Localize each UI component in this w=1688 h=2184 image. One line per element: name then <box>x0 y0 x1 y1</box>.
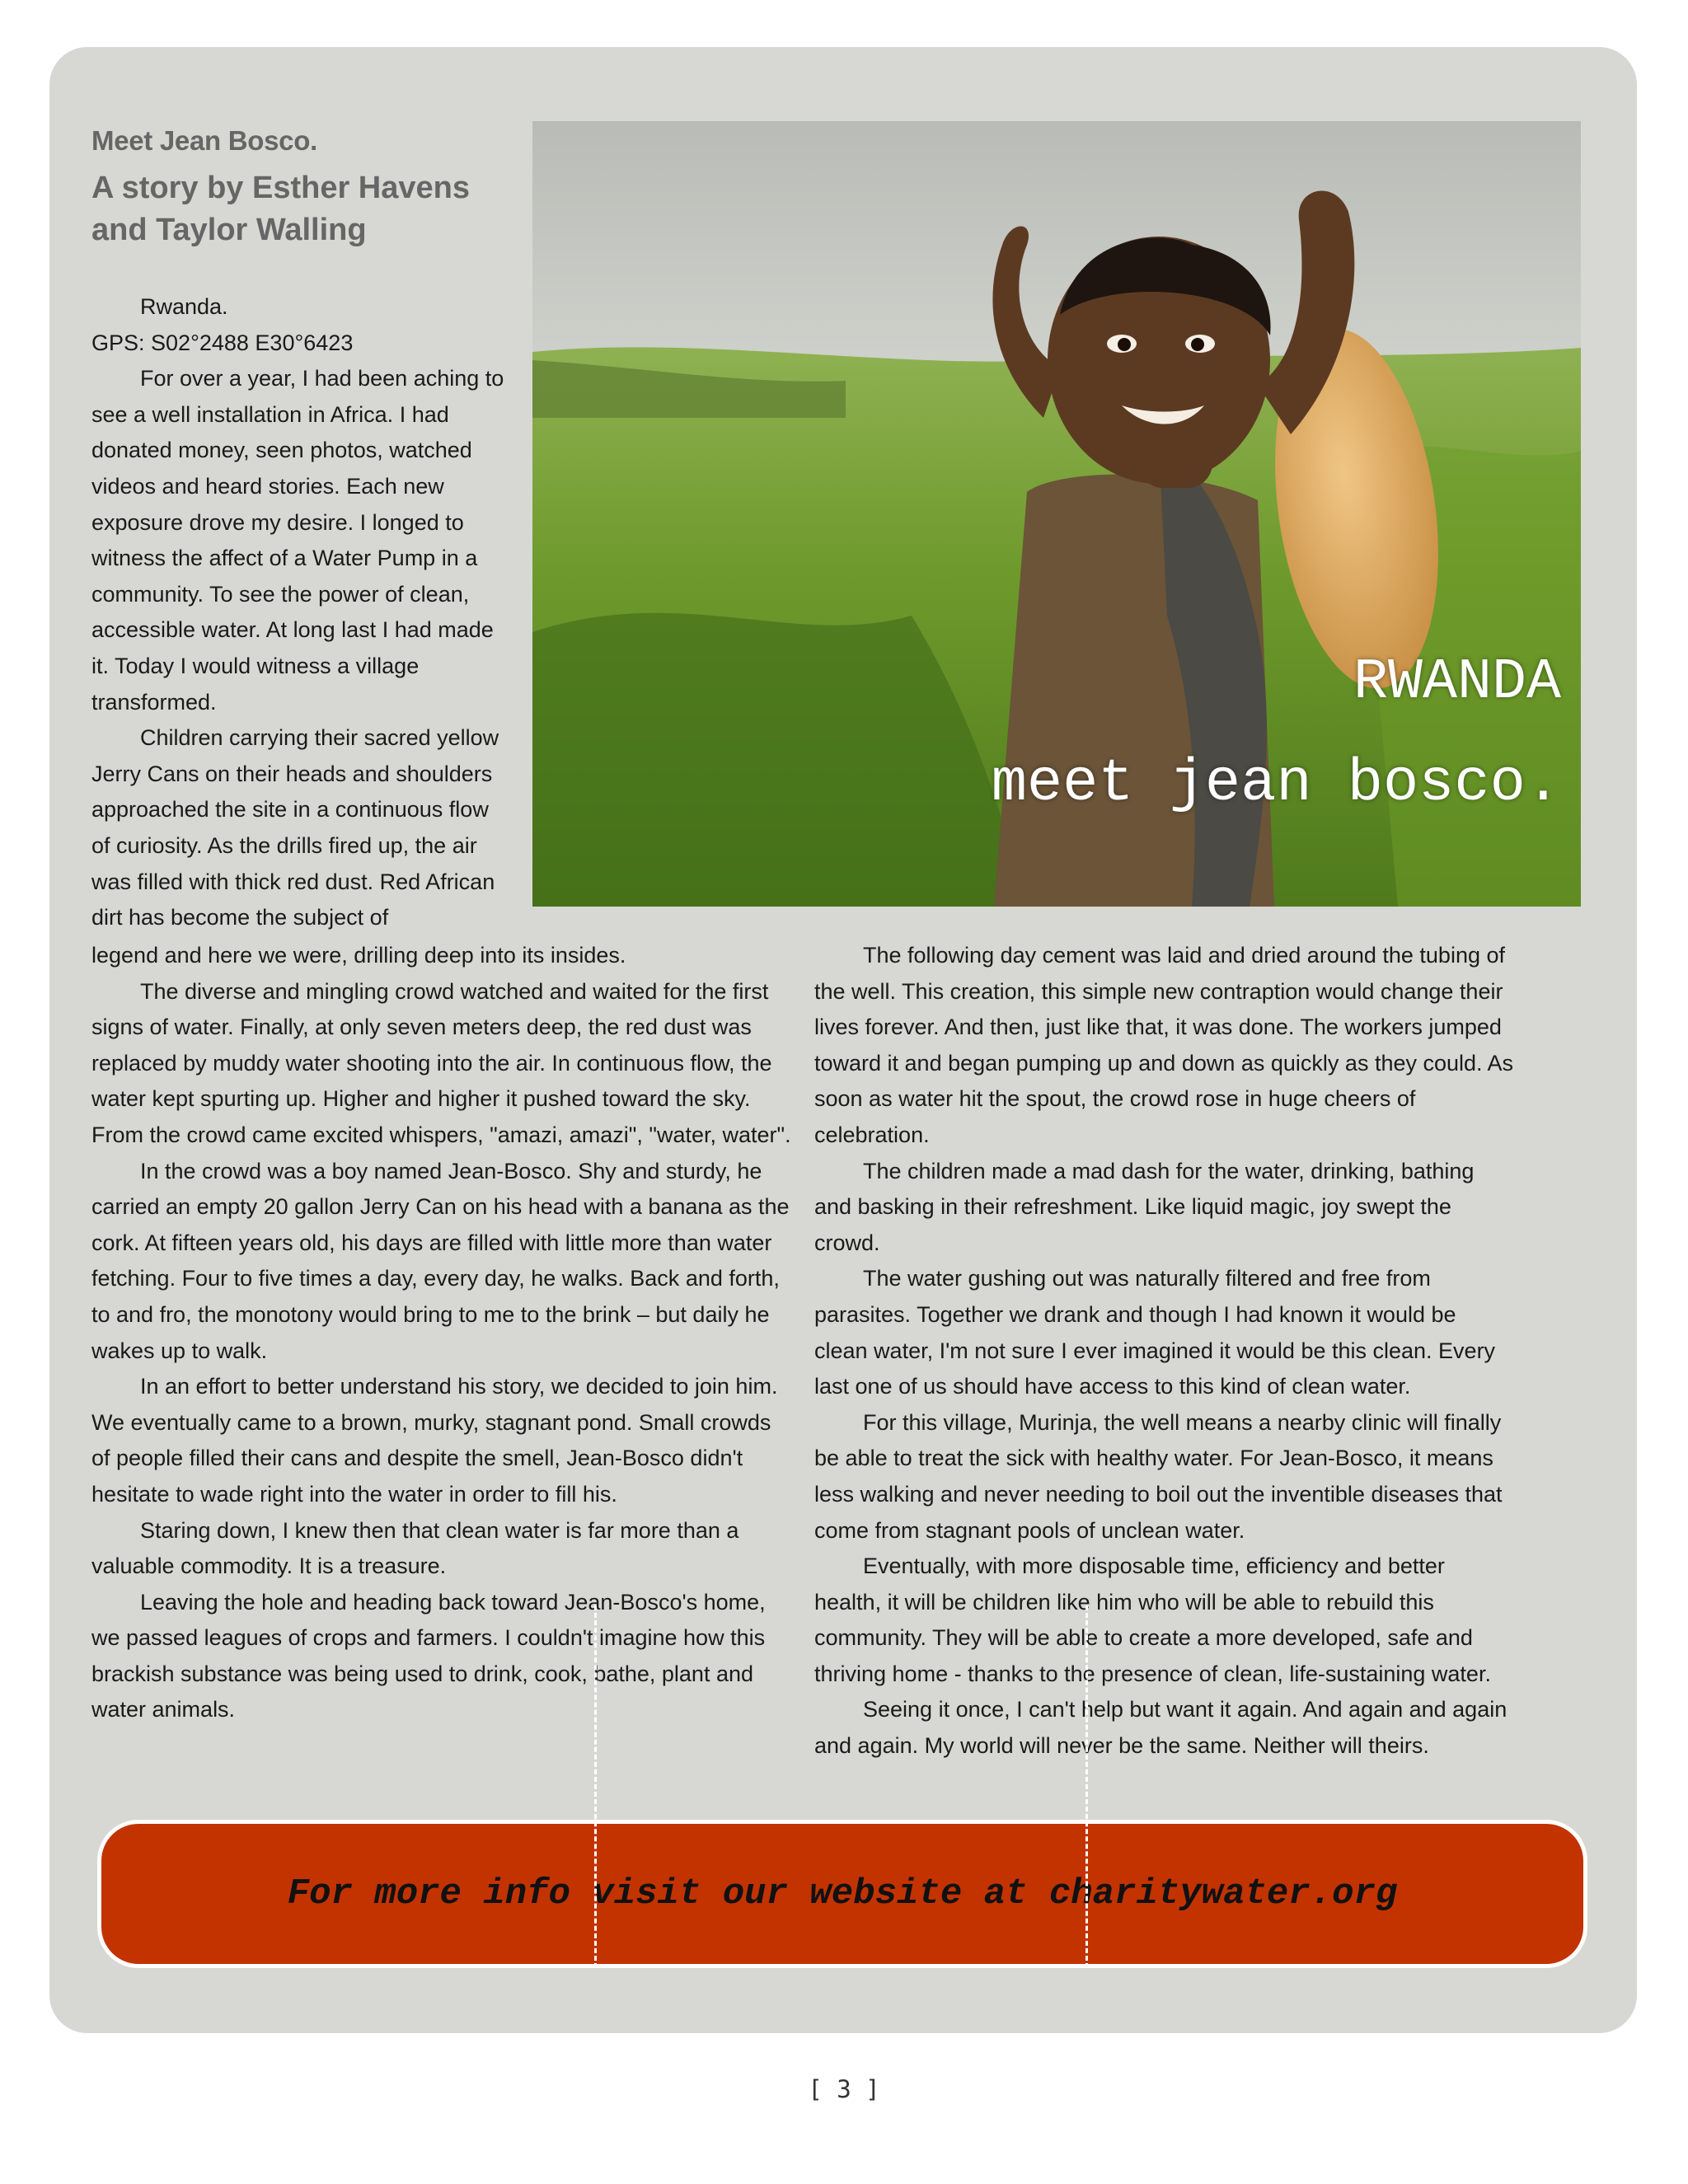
paragraph: The water gushing out was naturally filtered and free from parasites. Together we drank and though I had known it would be clean water, I'm not sure I ever imagined it would be this clean. Every last one of us should have access to this kind of clean water. <box>814 1266 1496 1399</box>
paragraph: For this village, Murinja, the well means a nearby clinic will finally be able to treat the sick with healthy water. For Jean-Bosco, it means less walking and never needing to boil out the inventible diseases that come from stagnant pools of unclean water. <box>814 1409 1503 1543</box>
charity-website-banner[interactable] <box>97 1820 1587 1968</box>
paragraph: The following day cement was laid and dried around the tubing of the well. This creation, this simple new contraption would change their lives forever. And then, just like that, it was done. The workers jumped toward it and began pumping up and down as quickly as they could. As soon as water hit the spout, the crowd rose in huge cheers of celebration. <box>814 943 1514 1147</box>
dashed-guide-line <box>1085 1605 1088 1968</box>
paragraph: Staring down, I knew then that clean water is far more than a valuable commodity. It is a treasure. <box>91 1517 739 1579</box>
hero-photo <box>532 121 1581 907</box>
article-title: Meet Jean Bosco. <box>91 125 317 156</box>
photo-caption: meet jean bosco. <box>991 750 1561 818</box>
page-number: [ 3 ] <box>808 2075 880 2103</box>
story-left-column <box>91 938 792 1728</box>
article-byline: A story by Esther Havens and Taylor Walling <box>91 171 470 247</box>
paragraph: In the crowd was a boy named Jean-Bosco. Shy and sturdy, he carried an empty 20 gallon Jerry Can on his head with a banana as the cork. At fifteen years old, his days are filled with little more than water fetching. Four to five times a day, every day, he walks. Back and forth, to and fro, the monotony would bring to me to the brink – but daily he wakes up to walk. <box>91 1158 790 1363</box>
story-right-column <box>814 938 1515 1765</box>
paragraph: Eventually, with more disposable time, efficiency and better health, it will be children like him who will be able to rebuild this community. They will be able to create a more developed, safe and thriving home - thanks to the presence of clean, life-sustaining water. <box>814 1554 1491 1686</box>
paragraph: Seeing it once, I can't help but want it again. And again and again and again. My world will never be the same. Neither will theirs. <box>814 1697 1507 1759</box>
paragraph: The children made a mad dash for the water, drinking, bathing and basking in their refreshment. Like liquid magic, joy swept the crowd. <box>814 1158 1475 1255</box>
paragraph: The diverse and mingling crowd watched and waited for the first signs of water. Finally, at only seven meters deep, the red dust was replaced by muddy water shooting into the air. In continuous flow, the water kept spurting up. Higher and higher it pushed toward the sky. From the crowd came excited whispers, "amazi, amazi", "water, water". <box>91 978 791 1147</box>
paragraph: Leaving the hole and heading back toward Jean-Bosco's home, we passed leagues of crops and farmers. I couldn't imagine how this brackish substance was being used to drink, cook, bathe, plant and water animals. <box>91 1589 766 1722</box>
paragraph: In an effort to better understand his story, we decided to join him. We eventually came to a brown, murky, stagnant pond. Small crowds of people filled their cans and despite the smell, Jean-Bosco didn't hesitate to wade right into the water in order to fill his. <box>91 1374 778 1507</box>
paragraph: Rwanda. <box>140 294 228 319</box>
dashed-guide-line <box>594 1605 597 1968</box>
story-intro-column <box>91 289 507 936</box>
gps-coordinates: GPS: S02°2488 E30°6423 <box>91 330 354 355</box>
banner-text: For more info visit our website at charitywater.org <box>287 1873 1398 1915</box>
paragraph: Children carrying their sacred yellow Jerry Cans on their heads and shoulders approached the site in a continuous flow of curiosity. As the drills fired up, the air was filled with thick red dust. Red African dirt has become the subject of <box>91 725 499 930</box>
photo-country-label: RWANDA <box>1353 650 1561 715</box>
paragraph: legend and here we were, drilling deep into its insides. <box>91 943 626 968</box>
paragraph: For over a year, I had been aching to see a well installation in Africa. I had donated money, seen photos, watched videos and heard stories. Each new exposure drove my desire. I longed to witness the affect of a Water Pump in a community. To see the power of clean, accessible water. At long last I had made it. Today I would witness a village transformed. <box>91 366 504 715</box>
